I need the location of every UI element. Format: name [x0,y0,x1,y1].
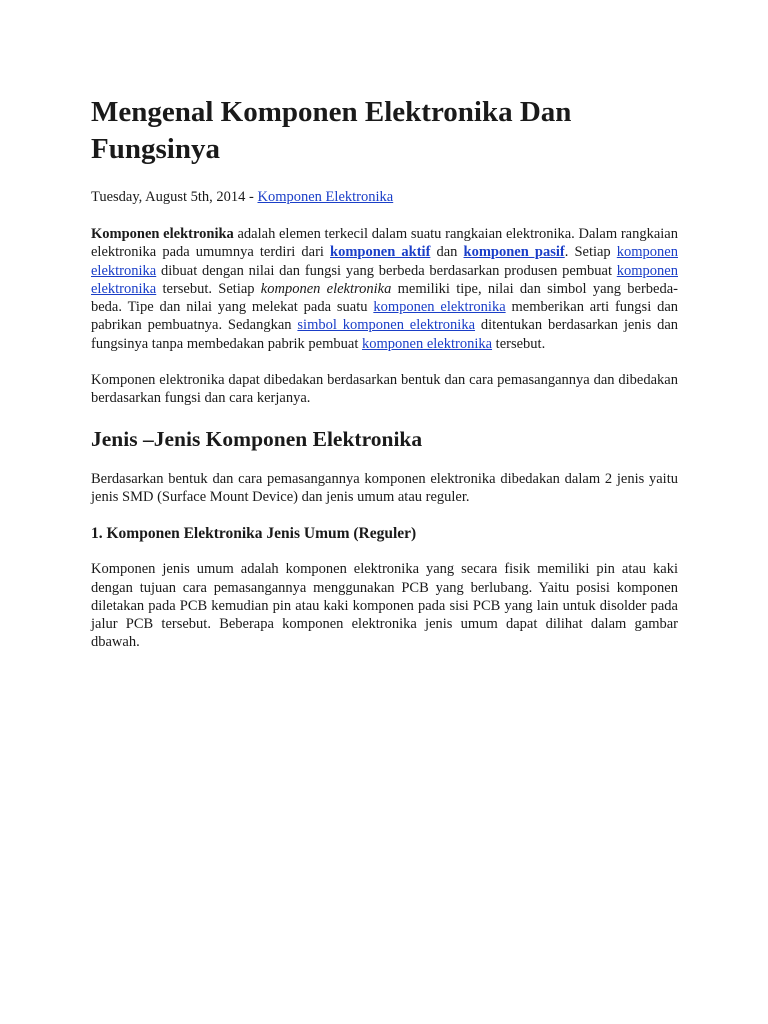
link-komponen-aktif[interactable]: komponen aktif [330,244,431,261]
post-date: Tuesday, August 5th, 2014 - [91,189,258,205]
subsection-heading: 1. Komponen Elektronika Jenis Umum (Reguler) [91,525,417,543]
intro-bold-term: Komponen elektronika [91,226,234,242]
text-span: memiliki tipe, nilai dan simbol yang berbeda-beda. Tipe dan nilai yang melekat pada suatu [91,280,678,316]
text-span: adalah elemen terkecil dalam suatu rangkaian elektronika. Dalam rangkaian elektronika pada umumnya terdiri dari [91,226,678,261]
intro-paragraph [91,225,678,353]
text-span: ditentukan berdasarkan jenis dan fungsinya tanpa membedakan pabrik pembuat [91,317,679,352]
section-heading: Jenis –Jenis Komponen Elektronika [91,426,423,451]
link-komponen-elektronika[interactable]: komponen elektronika [361,335,493,352]
text-span: dibuat dengan nilai dan fungsi yang berbeda berdasarkan produsen pembuat [156,262,617,279]
paragraph: Berdasarkan bentuk dan cara pemasangannya komponen elektronika dibedakan dalam 2 jenis yaitu jenis SMD (Surface Mount Device) dan jenis umum atau reguler. [91,470,678,505]
link-komponen-elektronika[interactable]: komponen elektronika [91,244,678,279]
post-meta [91,188,678,206]
text-span: tersebut. [492,335,546,352]
text-span: . Setiap [564,244,617,261]
paragraph: Komponen jenis umum adalah komponen elektronika yang secara fisik memiliki pin atau kaki dengan tujuan cara pemasangannya menggunakan PCB yang berlubang. Yaitu posisi komponen diletakan pada PCB kemudian pin atau kaki komponen pada sisi PCB yang lain untuk disolder pada jalur PCB tersebut. Beberapa komponen elektronika jenis umum dapat dilihat dalam gambar dbawah. [91,561,678,651]
page-title: Mengenal Komponen Elektronika Dan Fungsinya [91,96,572,165]
text-span: dan [430,244,464,261]
link-komponen-elektronika[interactable]: komponen elektronika [91,262,678,297]
italic-term: komponen elektronika [260,280,392,297]
text-span: memberikan arti fungsi dan pabrikan pembuatnya. Sedangkan [91,299,679,334]
category-link[interactable]: Komponen Elektronika [257,189,394,205]
link-komponen-pasif[interactable]: komponen pasif [463,244,565,261]
link-simbol-komponen-elektronika[interactable]: simbol komponen elektronika [297,317,476,334]
text-span: tersebut. Setiap [156,280,261,297]
paragraph: Komponen elektronika dapat dibedakan berdasarkan bentuk dan cara pemasangannya dan dibedakan berdasarkan fungsi dan cara kerjanya. [91,372,678,407]
link-komponen-elektronika[interactable]: komponen elektronika [373,299,506,316]
